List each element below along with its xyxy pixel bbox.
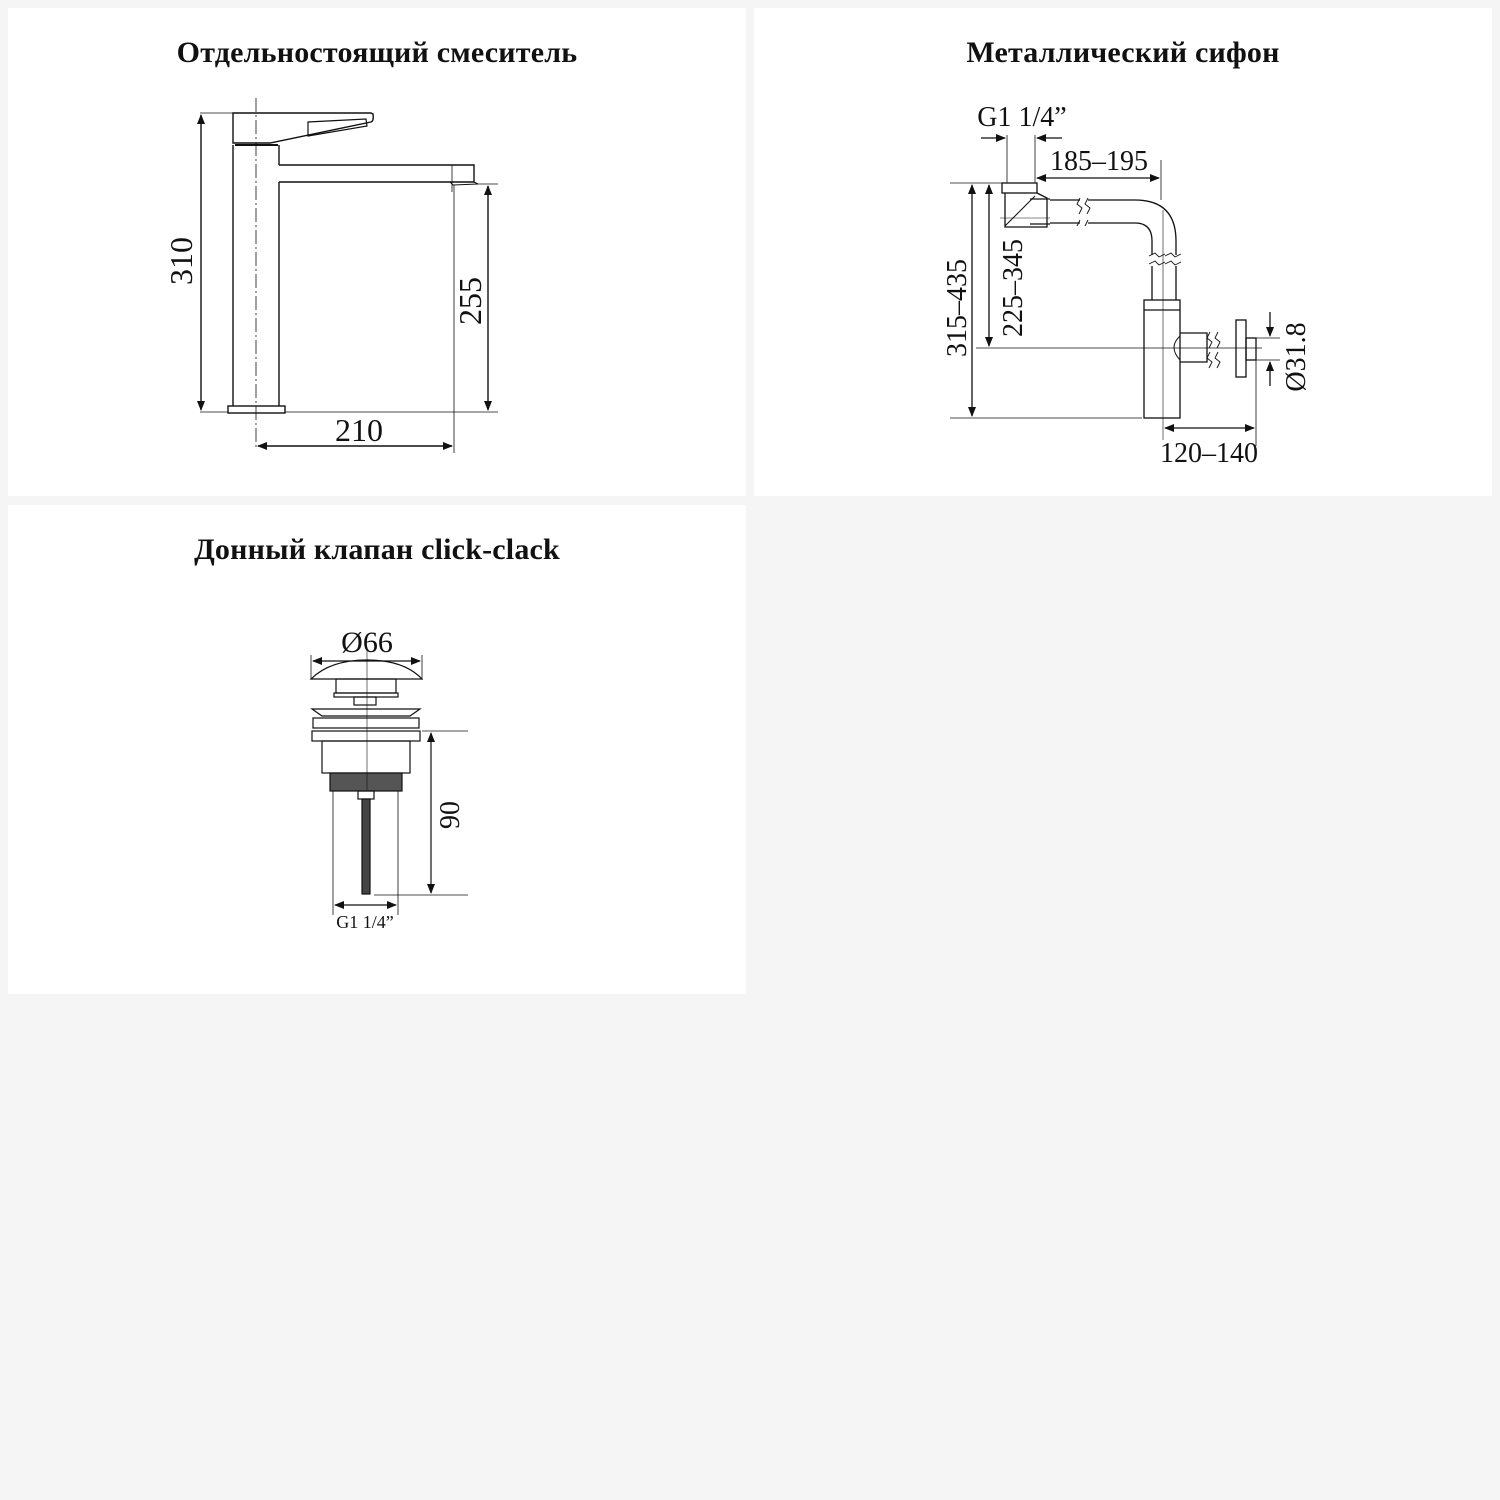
dim-total-height: 310 [163, 237, 199, 285]
siphon-drawing [754, 8, 1492, 496]
dim-outlet-diameter: Ø31.8 [1281, 322, 1312, 392]
dim-spout-reach: 210 [335, 412, 383, 448]
dim-thread: G1 1/4” [977, 102, 1067, 133]
panel-drain [8, 505, 746, 994]
drain-drawing [8, 505, 746, 994]
dim-cap-diameter: Ø66 [341, 626, 393, 659]
dim-body-height: 90 [435, 801, 466, 829]
siphon-title: Металлический сифон [966, 36, 1280, 69]
dim-thread: G1 1/4” [336, 912, 394, 932]
dim-horizontal-reach: 185–195 [1050, 146, 1148, 177]
faucet-title: Отдельностоящий смеситель [176, 36, 578, 69]
dim-inlet-to-outlet: 225–345 [998, 239, 1029, 337]
dim-outlet-offset: 120–140 [1160, 438, 1258, 469]
panel-siphon [754, 8, 1492, 496]
faucet-drawing [8, 8, 746, 496]
panel-faucet [8, 8, 746, 496]
dim-total-height: 315–435 [942, 259, 973, 357]
drain-title: Донный клапан click-clack [194, 533, 560, 566]
dim-spout-height: 255 [452, 277, 488, 325]
